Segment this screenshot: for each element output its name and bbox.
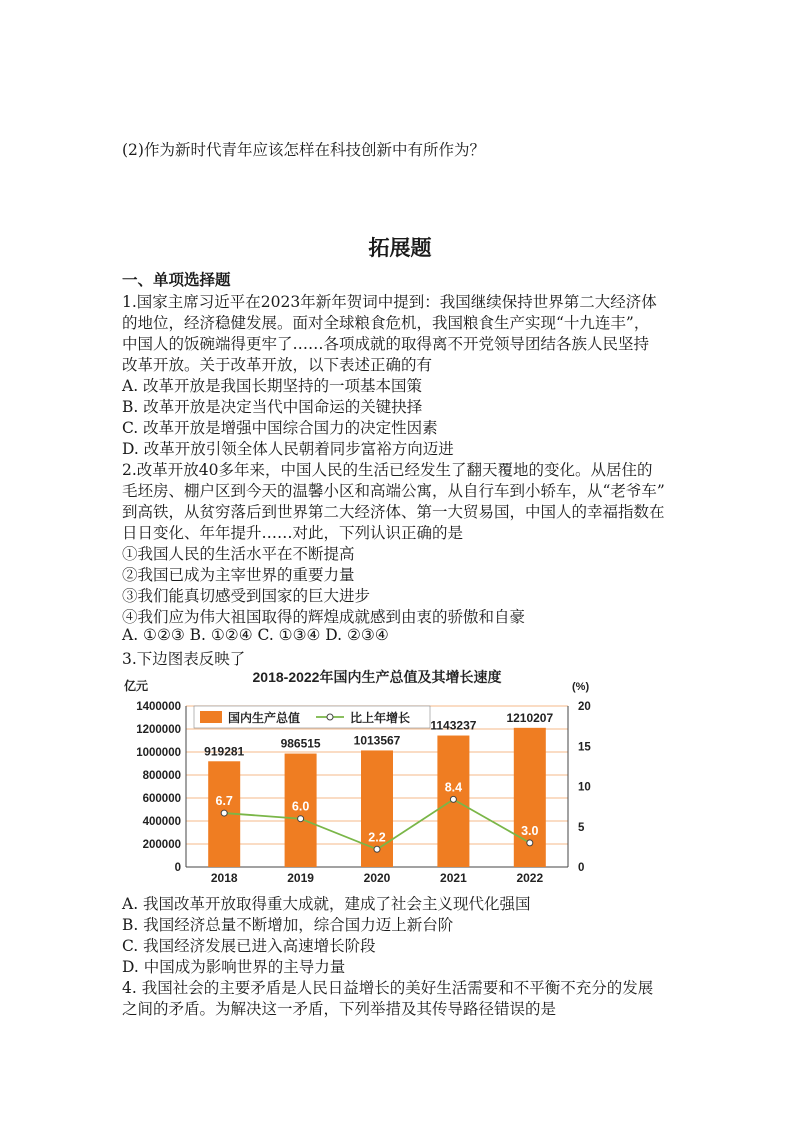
q1-option-b: B. 改革开放是决定当代中国命运的关键抉择	[122, 398, 423, 416]
q4-stem-line: 之间的矛盾。为解决这一矛盾，下列举措及其传导路径错误的是	[122, 1000, 557, 1018]
q3-stem: 3.下边图表反映了	[122, 650, 246, 668]
x-tick-label: 2022	[516, 871, 544, 884]
q2-item-4: ④我们应为伟大祖国取得的辉煌成就感到由衷的骄傲和自豪	[122, 608, 526, 626]
left-tick-label: 800000	[142, 770, 181, 782]
right-tick-label: 5	[578, 821, 585, 834]
left-axis-unit: 亿元	[124, 679, 149, 693]
right-tick-label: 20	[578, 701, 591, 713]
page-title: 拓展题	[368, 236, 432, 260]
q1-stem-line: 改革开放。关于改革开放，以下表述正确的有	[122, 356, 433, 374]
right-tick-label: 0	[578, 862, 585, 874]
left-tick-label: 0	[174, 862, 181, 874]
left-tick-label: 600000	[142, 793, 181, 805]
q2-subquestion: (2)作为新时代青年应该怎样在科技创新中有所作为？	[122, 141, 485, 159]
x-tick-label: 2021	[440, 871, 467, 884]
q2-item-2: ②我国已成为主宰世界的重要力量	[122, 566, 355, 584]
growth-point-label: 2.2	[368, 830, 386, 845]
q3-option-b: B. 我国经济总量不断增加，综合国力迈上新台阶	[122, 916, 454, 934]
q3-option-c: C. 我国经济发展已进入高速增长阶段	[122, 937, 376, 955]
q2-options: A. ①②③ B. ①②④ C. ①③④ D. ②③④	[122, 626, 389, 644]
growth-point	[221, 810, 227, 816]
q1-stem-line: 中国人的饭碗端得更牢了……各项成就的取得离不开党领导团结各族人民坚持	[122, 335, 650, 353]
growth-point	[374, 846, 380, 852]
growth-point	[298, 816, 304, 822]
growth-point-label: 3.0	[521, 823, 539, 838]
gdp-chart	[118, 662, 618, 884]
gdp-bar-label: 1210207	[506, 710, 554, 725]
legend-label-growth: 比上年增长	[350, 711, 411, 725]
q2-stem-line: 2.改革开放40多年来，中国人民的生活已经发生了翻天覆地的变化。从居住的	[122, 461, 653, 479]
x-tick-label: 2020	[363, 871, 391, 884]
chart-title: 2018-2022年国内生产总值及其增长速度	[252, 669, 502, 685]
legend-label-gdp: 国内生产总值	[228, 711, 301, 725]
right-tick-label: 15	[578, 741, 591, 754]
left-tick-label: 1000000	[136, 747, 181, 759]
q2-stem-line: 毛坯房、棚户区到今天的温馨小区和高端公寓，从自行车到小轿车，从“老爷车”	[122, 482, 665, 500]
q2-stem-line: 到高铁，从贫穷落后到世界第二大经济体、第一大贸易国，中国人的幸福指数在	[122, 503, 665, 521]
growth-point	[527, 840, 533, 846]
growth-point	[450, 796, 456, 802]
q2-stem-line: 日日变化、年年提升……对此，下列认识正确的是	[122, 524, 464, 542]
gdp-bar-label: 1143237	[430, 718, 477, 733]
q2-item-1: ①我国人民的生活水平在不断提高	[122, 545, 355, 563]
q1-option-a: A. 改革开放是我国长期坚持的一项基本国策	[122, 377, 423, 395]
q1-stem-line: 的地位，经济稳健发展。面对全球粮食危机，我国粮食生产实现“十九连丰”，	[122, 314, 650, 332]
growth-point-label: 6.0	[291, 799, 310, 814]
gdp-bar-label: 986515	[280, 736, 321, 751]
left-tick-label: 400000	[142, 816, 181, 828]
right-axis-unit: (%)	[572, 681, 590, 693]
q1-option-c: C. 改革开放是增强中国综合国力的决定性因素	[122, 419, 438, 437]
right-tick-label: 10	[578, 781, 591, 794]
gdp-bar-label: 1013567	[353, 733, 401, 748]
left-tick-label: 1400000	[136, 701, 181, 713]
legend-swatch-bar	[200, 711, 222, 723]
q1-stem-line: 1.国家主席习近平在2023年新年贺词中提到：我国继续保持世界第二大经济体	[122, 293, 657, 311]
growth-point-label: 6.7	[215, 794, 233, 809]
gdp-bar-label: 919281	[204, 744, 245, 759]
x-tick-label: 2018	[210, 871, 238, 884]
q1-option-d: D. 改革开放引领全体人民朝着同步富裕方向迈进	[122, 440, 454, 458]
left-tick-label: 200000	[142, 839, 181, 851]
q4-stem-line: 4. 我国社会的主要矛盾是人民日益增长的美好生活需要和不平衡不充分的发展	[122, 979, 654, 997]
legend-swatch-point	[327, 714, 333, 720]
x-tick-label: 2019	[287, 871, 314, 884]
growth-point-label: 8.4	[444, 780, 463, 795]
section-heading: 一、单项选择题	[122, 271, 231, 289]
q3-option-a: A. 我国改革开放取得重大成就，建成了社会主义现代化强国	[122, 895, 531, 913]
q2-item-3: ③我们能真切感受到国家的巨大进步	[122, 587, 371, 605]
q3-option-d: D. 中国成为影响世界的主导力量	[122, 958, 346, 976]
left-tick-label: 1200000	[136, 724, 181, 736]
